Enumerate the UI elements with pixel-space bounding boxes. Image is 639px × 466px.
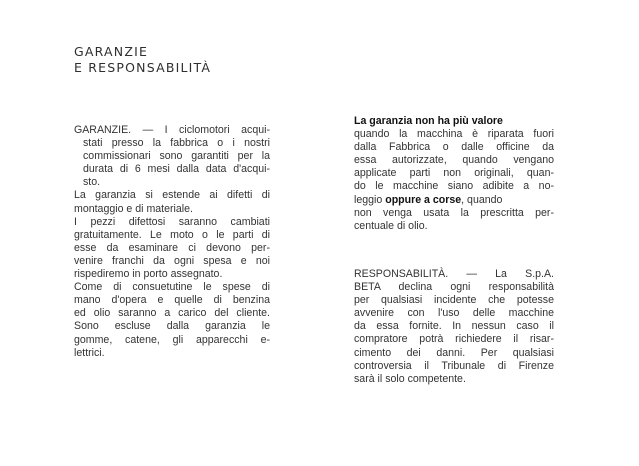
warranty-text-line: gomme, catene, gli apparecchi e- <box>74 333 270 346</box>
responsibility-text-line: cimento dei danni. Per qualsiasi <box>354 346 554 359</box>
warranty-text-line: Come di consuetutine le spese di <box>74 281 270 294</box>
warranty-void-line: do le macchine siano adibite a no- <box>354 180 554 193</box>
warranty-text-line: lettrici. <box>74 346 105 359</box>
responsibility-text-line: BETA declina ogni responsabilità <box>354 281 554 294</box>
warranty-void-line: dalla Fabbrica o dalle officine da <box>354 141 554 154</box>
warranty-section <box>74 124 270 360</box>
warranty-text-line: commissionari sono garantiti per la <box>83 150 270 163</box>
warranty-void-line: non venga usata la prescritta per- <box>354 206 554 219</box>
warranty-text-line: ed olio saranno a carico del cliente. <box>74 307 270 320</box>
warranty-void-line: applicate parti non originali, quan- <box>354 167 554 180</box>
warranty-text-line: Sono escluse dalla garanzia le <box>74 320 270 333</box>
warranty-text-line: sto. <box>83 176 101 189</box>
responsibility-text-line: sarà il solo competente. <box>354 372 466 385</box>
warranty-text-line: durata di 6 mesi dalla data d'acqui- <box>83 163 270 176</box>
page-title-line-2: E RESPONSABILITÀ <box>74 60 212 75</box>
warranty-void-line: essa autorizzate, quando vengano <box>354 154 554 167</box>
responsibility-text-line: da essa fornite. In nessun caso il <box>354 320 554 333</box>
warranty-text-line: I pezzi difettosi saranno cambiati <box>74 215 270 228</box>
responsibility-text-line: per qualsiasi incidente che potesse <box>354 294 554 307</box>
responsibility-text-line: compratore potrà richiedere il risar- <box>354 333 554 346</box>
warranty-text-line: stati presso la fabbrica o i nostri <box>83 137 270 150</box>
warranty-text-line: montaggio e di materiale. <box>74 202 193 215</box>
warranty-void-line <box>354 194 554 207</box>
warranty-void-section <box>354 115 554 233</box>
warranty-void-line: centuale di olio. <box>354 219 428 232</box>
warranty-text-line: rispediremo in porto assegnato. <box>74 268 223 281</box>
warranty-text-line: La garanzia si estende ai difetti di <box>74 189 270 202</box>
responsibility-section <box>354 268 554 386</box>
responsibility-text-line: RESPONSABILITÀ. — La S.p.A. <box>354 268 554 280</box>
warranty-text-line: mano d'opera e quelle di benzina <box>74 294 270 307</box>
warranty-void-emphasis: oppure a corse <box>385 193 462 206</box>
warranty-void-line-start: leggio <box>354 193 386 206</box>
warranty-text-line: venire franchi da ogni spesa e noi <box>74 254 270 267</box>
warranty-void-line-end: , quando <box>461 193 503 206</box>
warranty-void-line: quando la macchina è riparata fuori <box>354 128 554 141</box>
page-title <box>74 44 211 76</box>
page-title-line-1: GARANZIE <box>74 44 149 59</box>
warranty-text-line: gratuitamente. Le moto o le parti di <box>74 228 270 241</box>
responsibility-text-line: avvenire con l'uso delle macchine <box>354 307 554 320</box>
warranty-text-line: GARANZIE. — I ciclomotori acqui- <box>74 124 270 136</box>
warranty-text-line: esse da esaminare ci devono per- <box>74 241 270 254</box>
warranty-void-heading: La garanzia non ha più valore <box>354 115 503 127</box>
responsibility-text-line: controversia il Tribunale di Firenze <box>354 359 554 372</box>
